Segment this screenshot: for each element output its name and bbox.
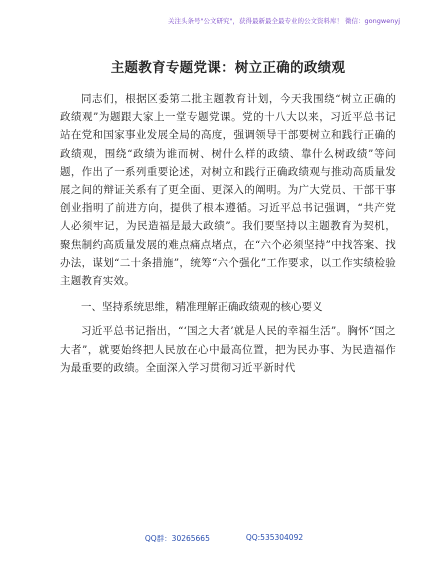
document-body: [60, 56, 396, 377]
qq-group-text: QQ群：30265665: [144, 534, 210, 543]
section-paragraph: 习近平总书记指出，“‘国之大者’就是人民的幸福生活”。胸怀“国之大者”，就要始终把人民放在心中最高位置，把为民办事、为民造福作为最重要的政绩。全面深入学习贯彻习近平新时代: [60, 325, 396, 374]
footer-bar: [0, 533, 448, 544]
qq-text: QQ:535304092: [245, 533, 304, 542]
intro-paragraph: 同志们，根据区委第二批主题教育计划，今天我围绕“树立正确的政绩观”为题跟大家上一堂专题党课。党的十八大以来，习近平总书记站在党和国家事业发展全局的高度，强调领导干部要树立和践行正确的政绩观，围绕“政绩为谁而树、树什么样的政绩、靠什么树政绩”等问题，作出了一系列重要论述，对树立和践行正确政绩观与推动高质量发展之间的辩证关系有了更全面、更深入的阐明。为广大党员、干部干事创业指明了前进方向，提供了根本遵循。习近平总书记强调，“共产党人必须牢记，为民造福是最大政绩”。我们要坚持以主题教育为契机，聚焦制约高质量发展的难点痛点堵点，在“六个必须坚持”中找答案、找办法，谋划“二十条措施”，统筹“六个强化”工作要求，以工作实绩检验主题教育实效。: [60, 93, 396, 288]
section-heading: 一、坚持系统思维，精准理解正确政绩观的核心要义: [81, 301, 323, 314]
promo-link[interactable]: 关注头条号"公文研究"，获得最新最全最专业的公文资料库！ 微信：gongwenyj: [168, 16, 400, 25]
document-title: 主题教育专题党课：树立正确的政绩观: [110, 60, 346, 76]
header-bar: [0, 0, 448, 40]
